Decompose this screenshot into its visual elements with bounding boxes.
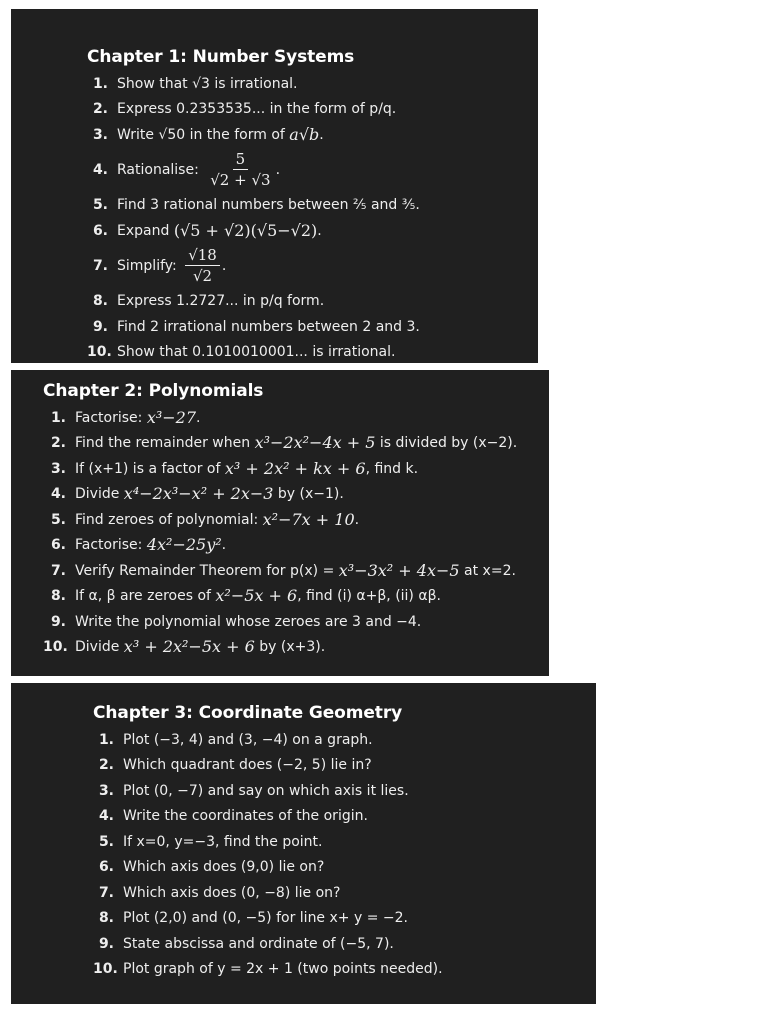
question-number: 7.	[98, 884, 114, 901]
math-expression: x²−7x + 10	[262, 509, 355, 529]
question-text: Write the coordinates of the origin.	[123, 808, 368, 825]
question-text: Divide	[75, 639, 124, 656]
question-text: Find the remainder when	[75, 435, 255, 452]
question-text: Divide	[75, 486, 124, 503]
question-text-end: at x=2.	[459, 562, 516, 579]
question-text: State abscissa and ordinate of (−5, 7).	[123, 935, 394, 952]
question-item	[87, 148, 538, 193]
question-item	[87, 218, 538, 244]
question-item	[87, 289, 538, 315]
question-number: 4.	[92, 162, 108, 178]
question-item	[87, 122, 538, 148]
math-expression: x³ + 2x² + kx + 6	[224, 458, 366, 478]
question-text: Rationalise:	[117, 162, 204, 178]
question-item	[93, 804, 596, 830]
question-number: 4.	[50, 486, 66, 503]
question-item	[87, 193, 538, 219]
question-text-end: .	[221, 537, 227, 554]
chapter-1-panel	[11, 9, 538, 363]
question-item	[93, 906, 596, 932]
question-number: 2.	[98, 757, 114, 774]
math-expression: x³−27	[146, 407, 197, 427]
question-text: Simplify:	[117, 258, 182, 274]
question-item	[87, 97, 538, 123]
question-text: Show that √3 is irrational.	[117, 75, 298, 92]
question-text: Which axis does (0, −8) lie on?	[123, 884, 341, 901]
question-number: 9.	[98, 935, 114, 952]
question-number: 8.	[98, 910, 114, 927]
question-number: 10.	[93, 961, 118, 978]
question-number: 6.	[50, 537, 66, 554]
question-text-end: .	[275, 162, 281, 178]
question-item	[43, 405, 549, 431]
question-text: Find 2 irrational numbers between 2 and 3.	[117, 318, 420, 335]
question-text: Plot graph of y = 2x + 1 (two points needed).	[123, 961, 443, 978]
chapter-2-question-list	[43, 405, 549, 660]
math-expression: x³−3x² + 4x−5	[338, 560, 460, 580]
question-text: Which quadrant does (−2, 5) lie in?	[123, 757, 372, 774]
question-item	[87, 340, 538, 366]
question-item	[93, 931, 596, 957]
question-item	[93, 753, 596, 779]
question-text: Express 1.2727... in p/q form.	[117, 293, 325, 310]
question-number: 8.	[92, 293, 108, 310]
question-number: 10.	[87, 344, 112, 361]
question-text: Find zeroes of polynomial:	[75, 511, 263, 528]
question-number: 5.	[50, 511, 66, 528]
question-text-end: .	[354, 511, 360, 528]
math-expression: x³−2x²−4x + 5	[254, 433, 376, 453]
question-text: Plot (2,0) and (0, −5) for line x+ y = −2.	[123, 910, 408, 927]
question-item	[43, 558, 549, 584]
question-text-end: .	[317, 222, 322, 239]
chapter-2-panel	[11, 370, 549, 676]
question-text: Write √50 in the form of	[117, 126, 290, 143]
question-text-end: , find (i) α+β, (ii) αβ.	[297, 588, 441, 605]
question-number: 6.	[98, 859, 114, 876]
fraction-numerator: 5	[233, 150, 249, 170]
fraction-numerator: √18	[185, 246, 220, 266]
fraction	[185, 246, 220, 286]
question-text-end: .	[196, 409, 201, 426]
question-item	[87, 314, 538, 340]
chapter-3-panel	[11, 683, 596, 1004]
question-item	[93, 727, 596, 753]
question-text: If (x+1) is a factor of	[75, 460, 225, 477]
question-number: 5.	[92, 197, 108, 214]
question-number: 9.	[50, 613, 66, 630]
question-number: 1.	[92, 75, 108, 92]
question-number: 1.	[98, 731, 114, 748]
question-text: If x=0, y=−3, find the point.	[123, 833, 323, 850]
question-item	[93, 880, 596, 906]
question-item	[43, 456, 549, 482]
question-item	[43, 635, 549, 661]
question-text-end: .	[319, 126, 324, 143]
question-text: Show that 0.1010010001... is irrational.	[117, 344, 396, 361]
question-text: Plot (−3, 4) and (3, −4) on a graph.	[123, 731, 373, 748]
question-text-end: , find k.	[365, 460, 419, 477]
question-number: 6.	[92, 222, 108, 239]
question-number: 10.	[43, 639, 68, 656]
question-number: 1.	[50, 409, 66, 426]
question-item	[93, 957, 596, 983]
question-text-end: .	[221, 258, 227, 274]
question-text: Factorise:	[75, 409, 147, 426]
question-number: 7.	[92, 258, 108, 274]
question-text-end: is divided by (x−2).	[375, 435, 518, 452]
question-number: 4.	[98, 808, 114, 825]
fraction	[207, 150, 273, 190]
question-number: 3.	[50, 460, 66, 477]
question-text: Find 3 rational numbers between ⅖ and ⅗.	[117, 197, 420, 214]
question-text: Verify Remainder Theorem for p(x) =	[75, 562, 339, 579]
fraction-denominator: √2 + √3	[210, 171, 271, 189]
math-expression: 4x²−25y²	[146, 535, 222, 555]
question-number: 7.	[50, 562, 66, 579]
question-item	[93, 778, 596, 804]
chapter-1-title: Chapter 1: Number Systems	[87, 47, 355, 67]
question-item	[93, 855, 596, 881]
chapter-3-title: Chapter 3: Coordinate Geometry	[93, 703, 403, 723]
question-text: If α, β are zeroes of	[75, 588, 216, 605]
question-item	[43, 431, 549, 457]
question-text: Factorise:	[75, 537, 147, 554]
chapter-2-title: Chapter 2: Polynomials	[43, 381, 264, 401]
question-number: 3.	[92, 126, 108, 143]
question-text-end: by (x+3).	[254, 639, 326, 656]
question-text: Express 0.2353535... in the form of p/q.	[117, 101, 397, 118]
question-item	[43, 507, 549, 533]
question-number: 9.	[92, 318, 108, 335]
chapter-3-question-list	[93, 727, 596, 982]
question-item	[87, 244, 538, 289]
math-expression: x²−5x + 6	[215, 586, 298, 606]
chapter-1-question-list	[87, 71, 538, 365]
math-expression: x⁴−2x³−x² + 2x−3	[123, 484, 274, 504]
question-item	[87, 71, 538, 97]
question-text: Expand	[117, 222, 174, 239]
question-item	[43, 482, 549, 508]
math-expression: (√5 + √2)(√5−√2)	[173, 220, 318, 240]
question-text: Plot (0, −7) and say on which axis it lies.	[123, 782, 409, 799]
question-number: 2.	[50, 435, 66, 452]
question-number: 2.	[92, 101, 108, 118]
question-number: 5.	[98, 833, 114, 850]
question-text: Write the polynomial whose zeroes are 3 and −4.	[75, 613, 422, 630]
question-item	[43, 584, 549, 610]
question-item	[43, 533, 549, 559]
question-number: 8.	[50, 588, 66, 605]
question-number: 3.	[98, 782, 114, 799]
fraction-denominator: √2	[192, 267, 213, 285]
question-item	[93, 829, 596, 855]
question-text: Which axis does (9,0) lie on?	[123, 859, 325, 876]
math-expression: a√b	[289, 124, 320, 144]
question-item	[43, 609, 549, 635]
math-expression: x³ + 2x²−5x + 6	[123, 637, 255, 657]
question-text-end: by (x−1).	[273, 486, 344, 503]
